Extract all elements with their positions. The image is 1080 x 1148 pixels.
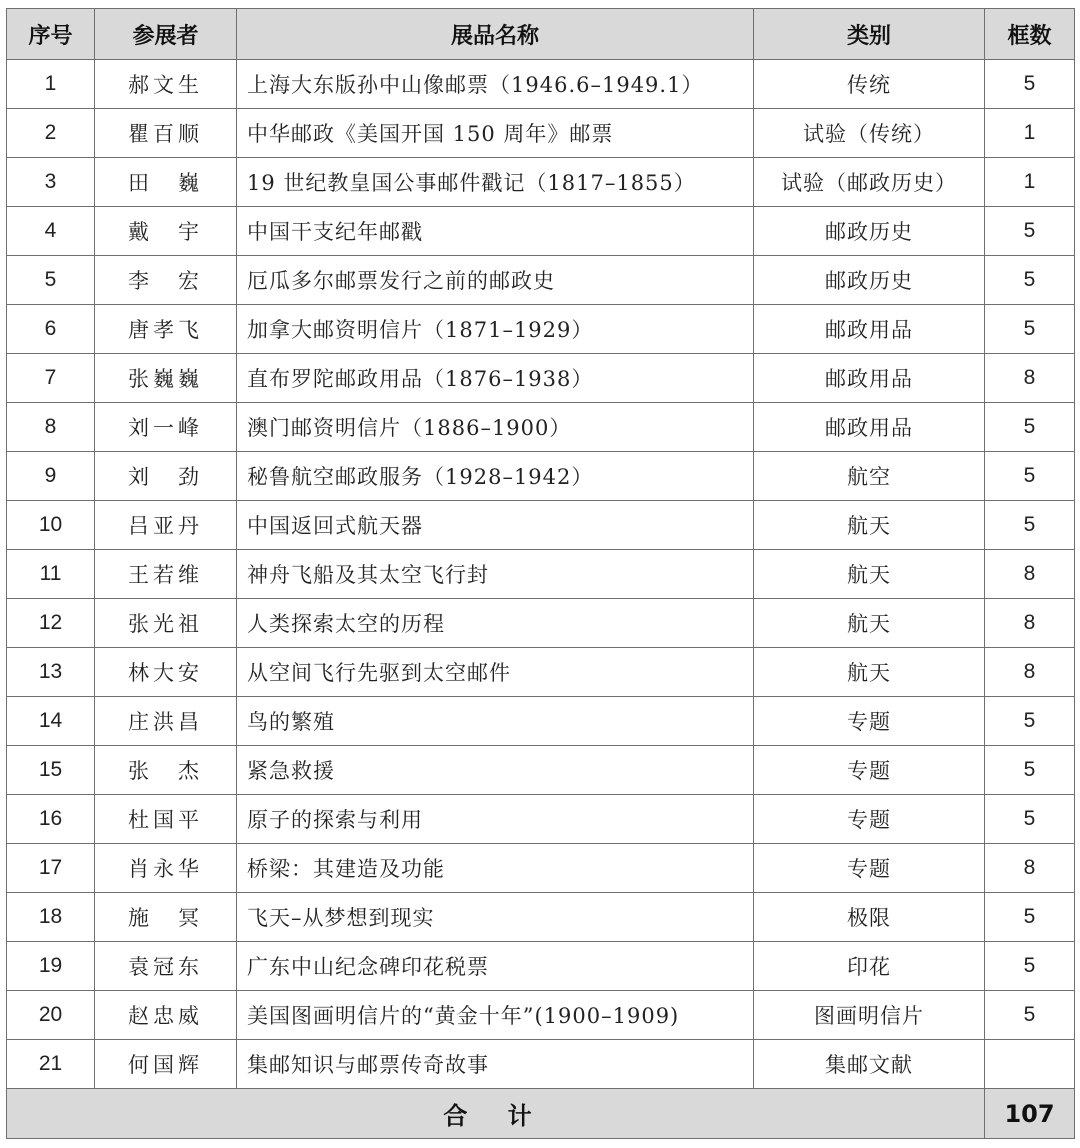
exhibitor-name: 肖永华 (95, 844, 237, 893)
frame-count: 5 (985, 452, 1075, 501)
frame-count: 5 (985, 893, 1075, 942)
exhibitor-name: 刘一峰 (95, 403, 237, 452)
exhibit-title: 直布罗陀邮政用品（1876–1938） (237, 354, 754, 403)
frame-count: 5 (985, 256, 1075, 305)
exhibitor-name: 吕亚丹 (95, 501, 237, 550)
exhibit-title: 鸟的繁殖 (237, 697, 754, 746)
exhibit-category: 专题 (754, 795, 985, 844)
frame-count: 5 (985, 207, 1075, 256)
frame-count: 5 (985, 403, 1075, 452)
exhibit-title: 厄瓜多尔邮票发行之前的邮政史 (237, 256, 754, 305)
row-number: 1 (7, 60, 95, 109)
table-row (7, 207, 1075, 256)
exhibit-category: 专题 (754, 746, 985, 795)
exhibitor-name: 杜国平 (95, 795, 237, 844)
frame-count: 5 (985, 746, 1075, 795)
exhibitor-name: 张光祖 (95, 599, 237, 648)
table-row (7, 697, 1075, 746)
exhibitor-name: 庄洪昌 (95, 697, 237, 746)
row-number: 5 (7, 256, 95, 305)
exhibit-category: 印花 (754, 942, 985, 991)
exhibit-category: 航天 (754, 648, 985, 697)
table-row (7, 60, 1075, 109)
row-number: 9 (7, 452, 95, 501)
frame-count: 5 (985, 795, 1075, 844)
frame-count: 8 (985, 354, 1075, 403)
exhibit-category: 极限 (754, 893, 985, 942)
total-frames: 107 (985, 1089, 1075, 1139)
exhibitor-name: 刘 劲 (95, 452, 237, 501)
header-row (7, 9, 1075, 60)
row-number: 18 (7, 893, 95, 942)
exhibitor-name: 王若维 (95, 550, 237, 599)
exhibit-category: 集邮文献 (754, 1040, 985, 1089)
exhibit-category: 邮政历史 (754, 207, 985, 256)
table-row (7, 109, 1075, 158)
frame-count: 5 (985, 942, 1075, 991)
exhibit-category: 邮政用品 (754, 305, 985, 354)
exhibit-category: 邮政历史 (754, 256, 985, 305)
exhibitor-name: 戴 宇 (95, 207, 237, 256)
header-title: 展品名称 (237, 9, 754, 60)
exhibits-table (6, 8, 1075, 1139)
table-row (7, 403, 1075, 452)
row-number: 17 (7, 844, 95, 893)
header-exhibitor: 参展者 (95, 9, 237, 60)
exhibit-category: 传统 (754, 60, 985, 109)
exhibitor-name: 唐孝飞 (95, 305, 237, 354)
exhibit-title: 美国图画明信片的“黄金十年”(1900–1909) (237, 991, 754, 1040)
exhibit-title: 澳门邮资明信片（1886–1900） (237, 403, 754, 452)
exhibit-title: 从空间飞行先驱到太空邮件 (237, 648, 754, 697)
exhibit-title: 神舟飞船及其太空飞行封 (237, 550, 754, 599)
frame-count: 1 (985, 158, 1075, 207)
frame-count (985, 1040, 1075, 1089)
table-row (7, 158, 1075, 207)
exhibitor-name: 李 宏 (95, 256, 237, 305)
table-row (7, 305, 1075, 354)
header-no: 序号 (7, 9, 95, 60)
frame-count: 8 (985, 599, 1075, 648)
exhibit-title: 中国返回式航天器 (237, 501, 754, 550)
table-row (7, 648, 1075, 697)
row-number: 10 (7, 501, 95, 550)
row-number: 8 (7, 403, 95, 452)
exhibit-category: 邮政用品 (754, 403, 985, 452)
table-row (7, 1040, 1075, 1089)
exhibit-title: 紧急救援 (237, 746, 754, 795)
table-row (7, 795, 1075, 844)
row-number: 11 (7, 550, 95, 599)
table-row (7, 354, 1075, 403)
table-row (7, 599, 1075, 648)
row-number: 4 (7, 207, 95, 256)
frame-count: 5 (985, 305, 1075, 354)
exhibit-title: 桥梁：其建造及功能 (237, 844, 754, 893)
exhibit-title: 秘鲁航空邮政服务（1928–1942） (237, 452, 754, 501)
exhibit-category: 邮政用品 (754, 354, 985, 403)
header-frames: 框数 (985, 9, 1075, 60)
row-number: 12 (7, 599, 95, 648)
frame-count: 8 (985, 648, 1075, 697)
total-label: 合 计 (7, 1089, 985, 1139)
exhibit-title: 中华邮政《美国开国 150 周年》邮票 (237, 109, 754, 158)
row-number: 3 (7, 158, 95, 207)
table-row (7, 942, 1075, 991)
table-row (7, 746, 1075, 795)
exhibit-category: 专题 (754, 844, 985, 893)
row-number: 6 (7, 305, 95, 354)
exhibit-category: 航天 (754, 599, 985, 648)
exhibitor-name: 赵忠威 (95, 991, 237, 1040)
exhibitor-name: 郝文生 (95, 60, 237, 109)
frame-count: 5 (985, 60, 1075, 109)
total-row (7, 1089, 1075, 1139)
exhibit-category: 航天 (754, 501, 985, 550)
exhibit-title: 集邮知识与邮票传奇故事 (237, 1040, 754, 1089)
table-body (7, 60, 1075, 1089)
row-number: 2 (7, 109, 95, 158)
table-row (7, 256, 1075, 305)
row-number: 15 (7, 746, 95, 795)
exhibitor-name: 何国辉 (95, 1040, 237, 1089)
exhibit-category: 图画明信片 (754, 991, 985, 1040)
table-row (7, 550, 1075, 599)
exhibit-title: 广东中山纪念碑印花税票 (237, 942, 754, 991)
table-row (7, 452, 1075, 501)
exhibit-title: 中国干支纪年邮戳 (237, 207, 754, 256)
exhibit-category: 航天 (754, 550, 985, 599)
exhibit-title: 上海大东版孙中山像邮票（1946.6–1949.1） (237, 60, 754, 109)
frame-count: 8 (985, 844, 1075, 893)
exhibit-category: 试验（邮政历史） (754, 158, 985, 207)
frame-count: 5 (985, 501, 1075, 550)
frame-count: 8 (985, 550, 1075, 599)
exhibitor-name: 瞿百顺 (95, 109, 237, 158)
row-number: 14 (7, 697, 95, 746)
exhibit-title: 加拿大邮资明信片（1871–1929） (237, 305, 754, 354)
exhibit-category: 试验（传统） (754, 109, 985, 158)
row-number: 16 (7, 795, 95, 844)
exhibitor-name: 张巍巍 (95, 354, 237, 403)
row-number: 7 (7, 354, 95, 403)
exhibit-title: 人类探索太空的历程 (237, 599, 754, 648)
table-row (7, 991, 1075, 1040)
exhibit-category: 专题 (754, 697, 985, 746)
exhibit-title: 19 世纪教皇国公事邮件戳记（1817–1855） (237, 158, 754, 207)
exhibitor-name: 张 杰 (95, 746, 237, 795)
table-row (7, 893, 1075, 942)
exhibit-title: 原子的探索与利用 (237, 795, 754, 844)
table-row (7, 844, 1075, 893)
row-number: 19 (7, 942, 95, 991)
frame-count: 5 (985, 697, 1075, 746)
frame-count: 1 (985, 109, 1075, 158)
exhibitor-name: 田 巍 (95, 158, 237, 207)
exhibitor-name: 施 冥 (95, 893, 237, 942)
frame-count: 5 (985, 991, 1075, 1040)
exhibitor-name: 林大安 (95, 648, 237, 697)
row-number: 21 (7, 1040, 95, 1089)
exhibitor-name: 袁冠东 (95, 942, 237, 991)
row-number: 20 (7, 991, 95, 1040)
exhibit-title: 飞天–从梦想到现实 (237, 893, 754, 942)
table-row (7, 501, 1075, 550)
row-number: 13 (7, 648, 95, 697)
exhibit-category: 航空 (754, 452, 985, 501)
header-category: 类别 (754, 9, 985, 60)
